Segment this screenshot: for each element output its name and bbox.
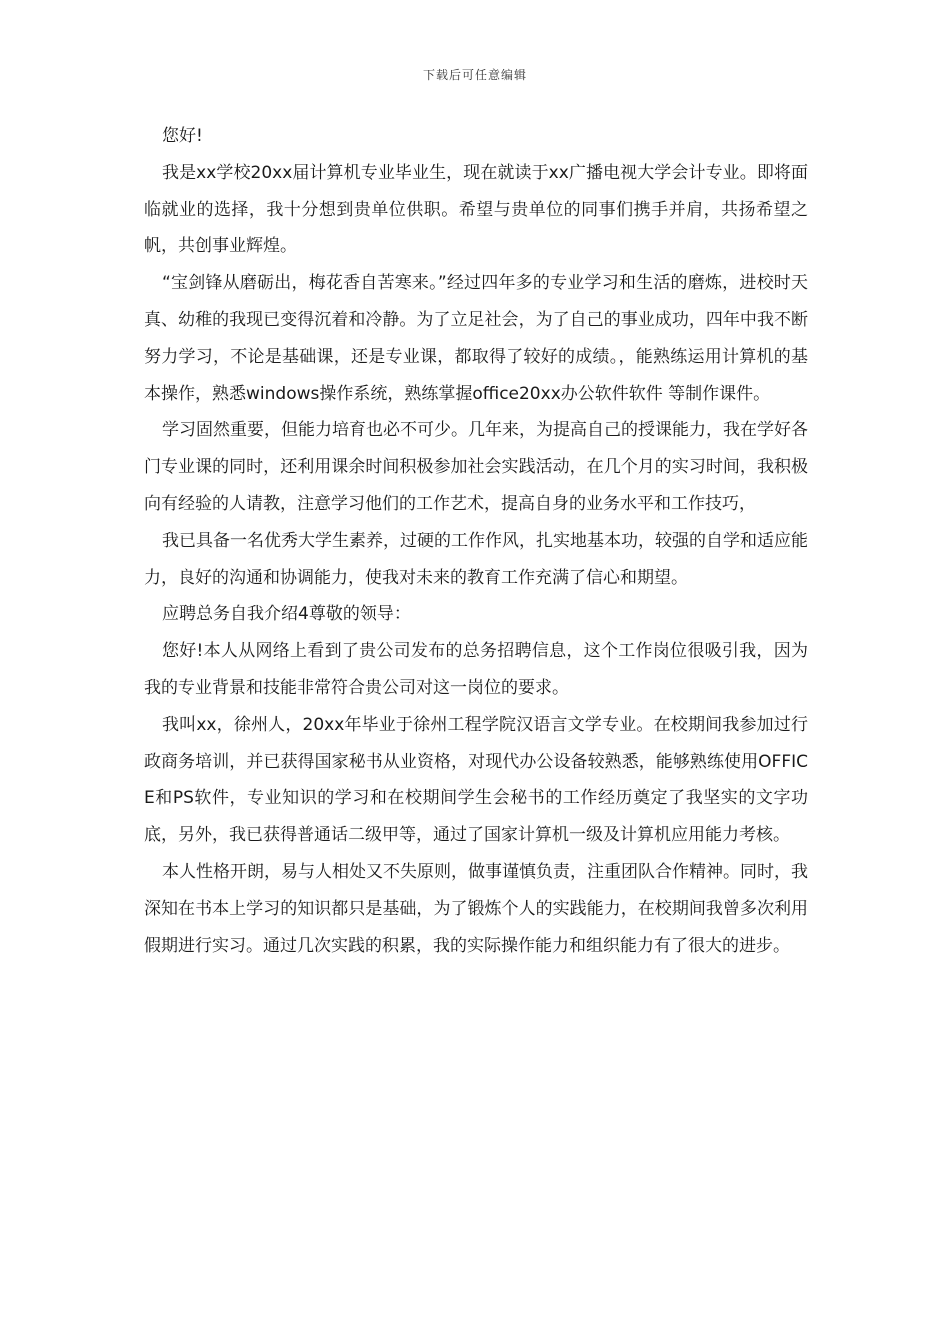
paragraph-greeting-2: 您好!本人从网络上看到了贵公司发布的总务招聘信息，这个工作岗位很吸引我，因为我的专业背景和技能非常符合贵公司对这一岗位的要求。 bbox=[144, 641, 808, 698]
document-body bbox=[144, 118, 808, 964]
paragraph-greeting: 您好! bbox=[162, 126, 203, 146]
paragraph-background: 我叫xx，徐州人，20xx年毕业于徐州工程学院汉语言文学专业。在校期间我参加过行政商务培训，并已获得国家秘书从业资格，对现代办公设备较熟悉，能够熟练使用OFFICE和PS软件，专业知识的学习和在校期间学生会秘书的工作经历奠定了我坚实的文字功底，另外，我已获得普通话二级甲等，通过了国家计算机一级及计算机应用能力考核。 bbox=[144, 714, 808, 846]
paragraph-personality: 本人性格开朗，易与人相处又不失原则，做事谨慎负责，注重团队合作精神。同时，我深知在书本上学习的知识都只是基础，为了锻炼个人的实践能力，在校期间我曾多次利用假期进行实习。通过几次实践的积累，我的实际操作能力和组织能力有了很大的进步。 bbox=[144, 861, 808, 956]
paragraph-qualities: 我已具备一名优秀大学生素养，过硬的工作作风，扎实地基本功，较强的自学和适应能力，良好的沟通和协调能力，使我对未来的教育工作充满了信心和期望。 bbox=[144, 530, 808, 588]
header-note: 下载后可任意编辑 bbox=[422, 68, 527, 82]
paragraph-intro: 我是xx学校20xx届计算机专业毕业生，现在就读于xx广播电视大学会计专业。即将面临就业的选择，我十分想到贵单位供职。希望与贵单位的同事们携手并肩，共扬希望之帆，共创事业辉煌。 bbox=[144, 162, 808, 257]
paragraph-study: “宝剑锋从磨砺出，梅花香自苦寒来。”经过四年多的专业学习和生活的磨炼，进校时天真、幼稚的我现已变得沉着和冷静。为了立足社会，为了自己的事业成功，四年中我不断努力学习，不论是基础课，还是专业课，都取得了较好的成绩。，能熟练运用计算机的基本操作，熟悉windows操作系统，熟练掌握office20xx办公软件软件 等制作课件。 bbox=[144, 273, 808, 404]
paragraph-ability: 学习固然重要，但能力培育也必不可少。几年来，为提高自己的授课能力，我在学好各门专业课的同时，还利用课余时间积极参加社会实践活动，在几个月的实习时间，我积极向有经验的人请教，注意学习他们的工作艺术，提高自身的业务水平和工作技巧， bbox=[144, 420, 808, 514]
paragraph-section-heading: 应聘总务自我介绍4尊敬的领导： bbox=[162, 604, 411, 625]
